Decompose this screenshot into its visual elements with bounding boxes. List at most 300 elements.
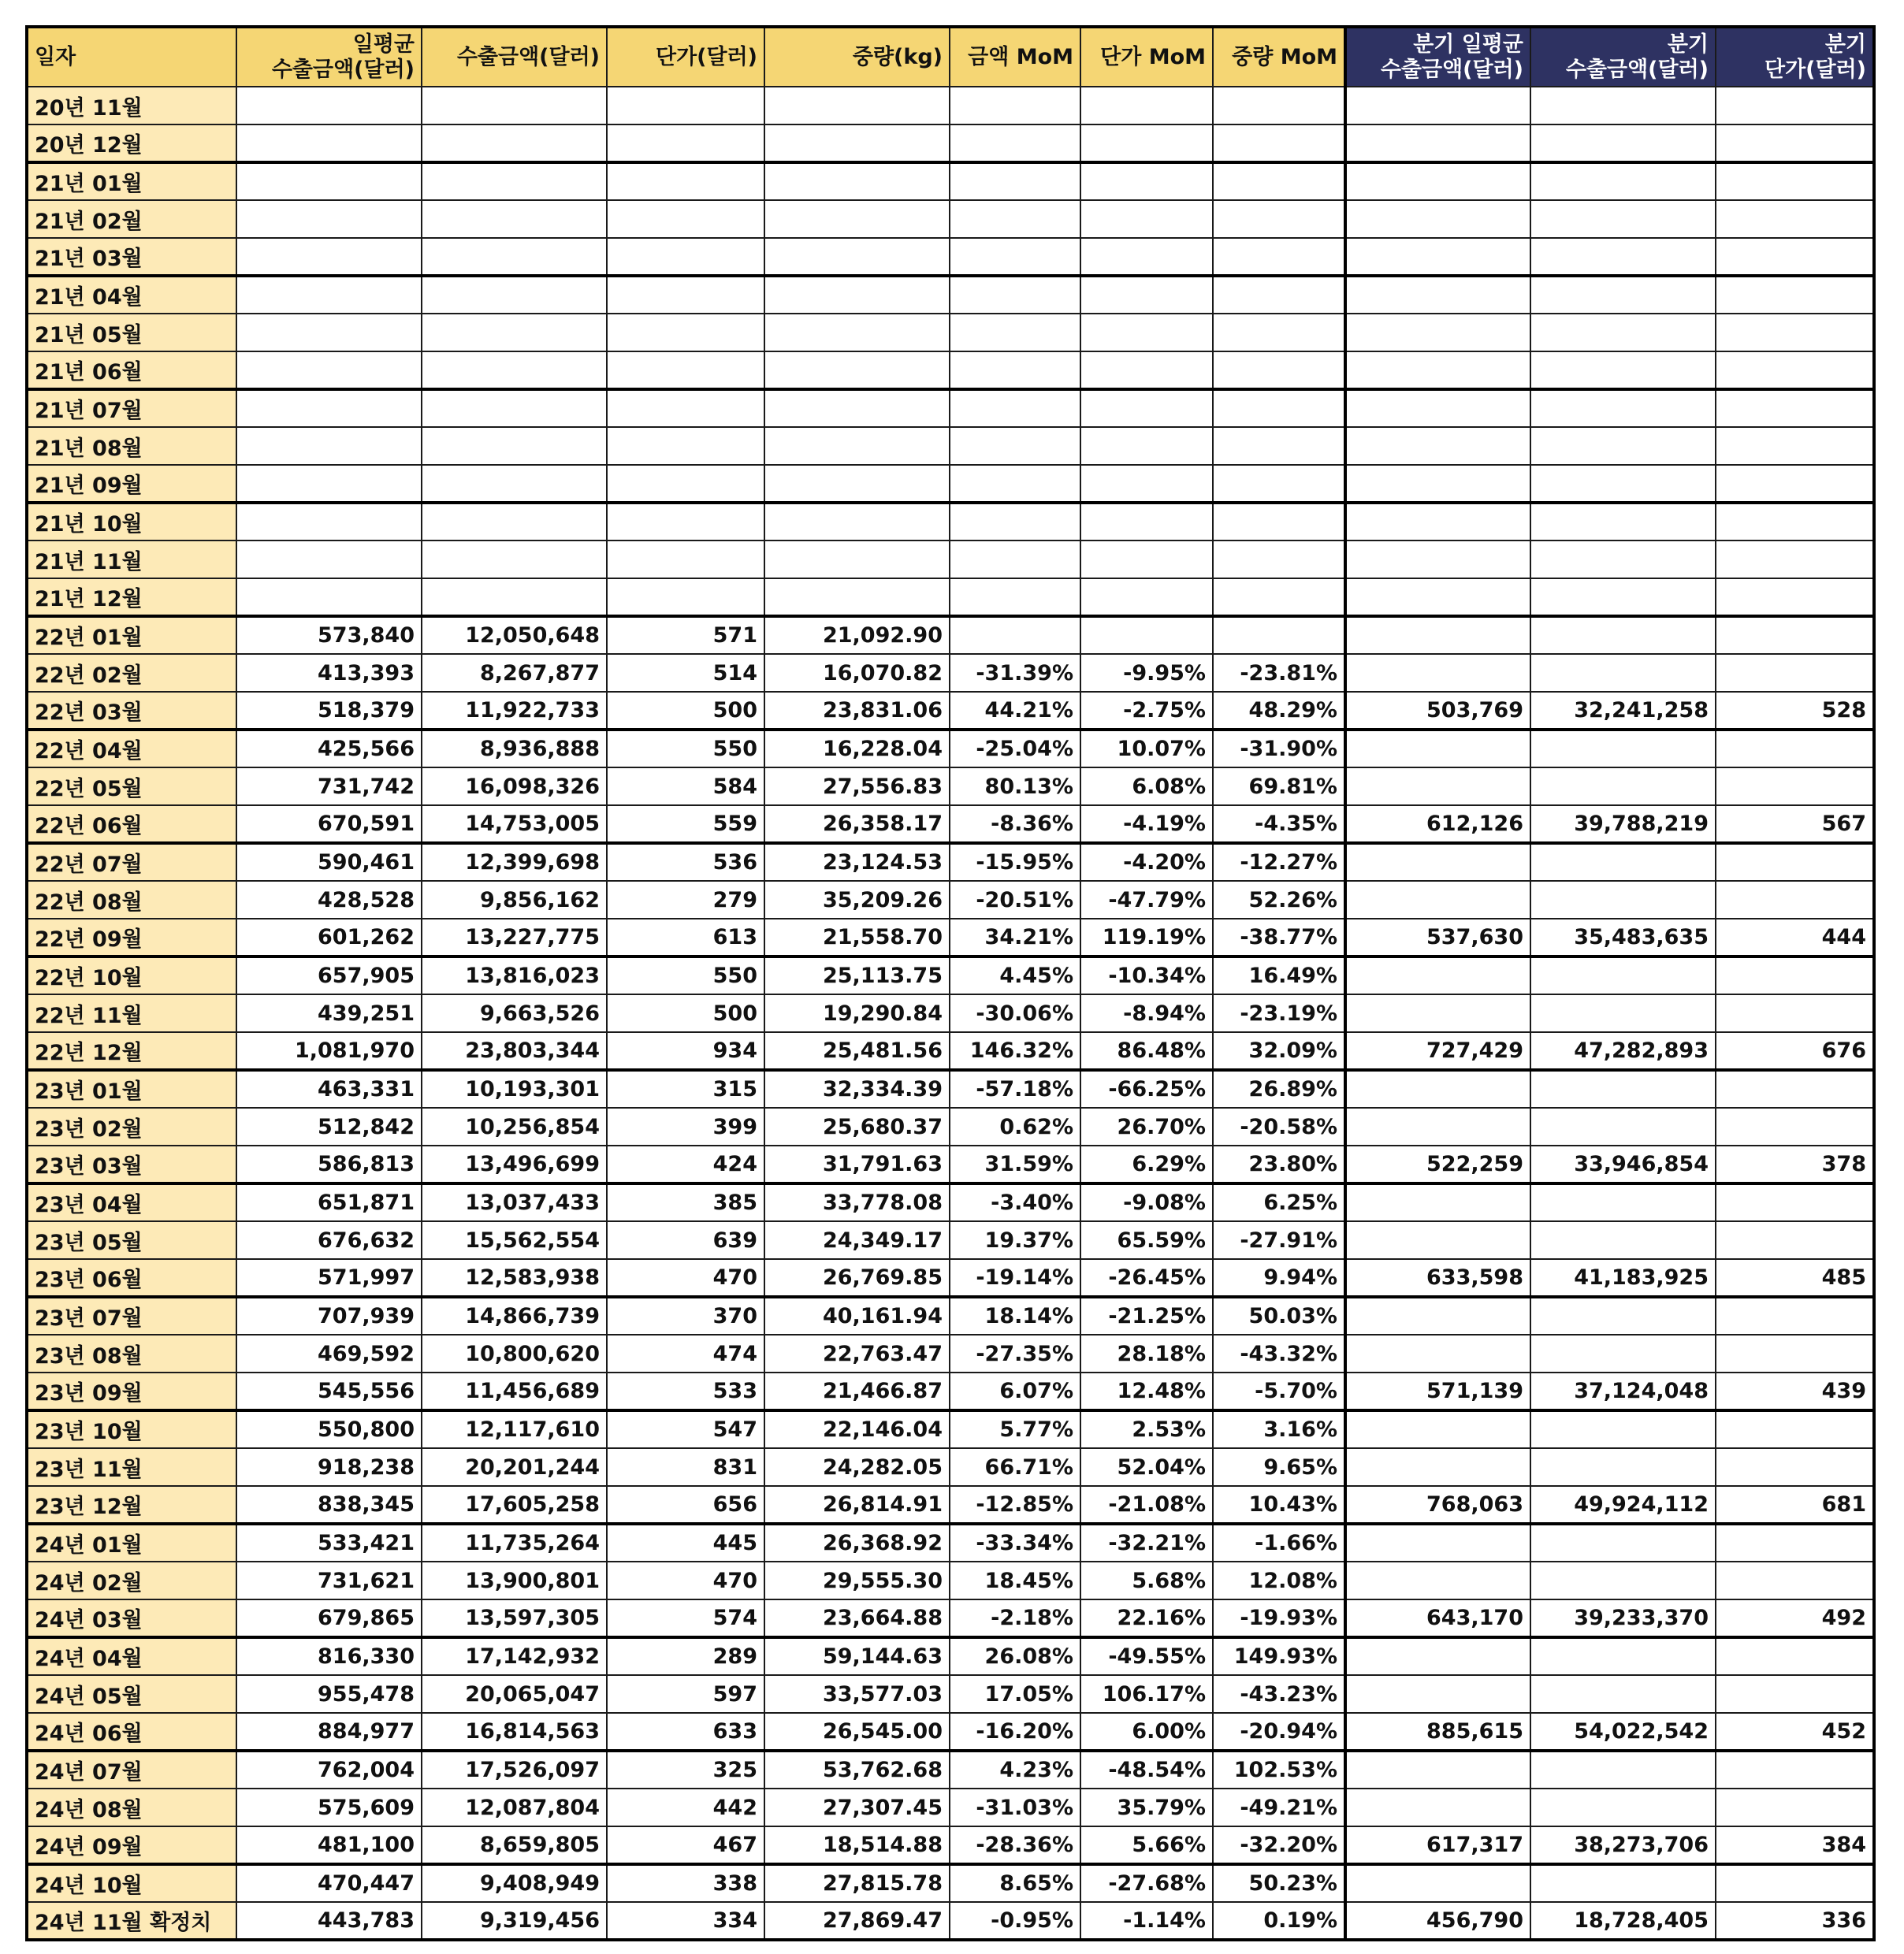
cell-weight-mom[interactable] <box>1213 427 1345 465</box>
cell-date[interactable]: 21년 11월 <box>27 541 236 578</box>
cell-weight-mom[interactable]: -23.19% <box>1213 994 1345 1032</box>
cell-weight-mom[interactable]: 23.80% <box>1213 1146 1345 1183</box>
cell-quarter-daily-avg[interactable] <box>1345 465 1530 503</box>
cell-weight[interactable]: 23,664.88 <box>764 1599 950 1637</box>
cell-daily-avg-export[interactable] <box>236 427 422 465</box>
cell-weight-mom[interactable]: -23.81% <box>1213 654 1345 692</box>
cell-unit-price[interactable] <box>607 389 764 427</box>
cell-price-mom[interactable]: 119.19% <box>1080 919 1213 957</box>
cell-date[interactable]: 23년 02월 <box>27 1108 236 1146</box>
cell-unit-price[interactable]: 500 <box>607 994 764 1032</box>
cell-unit-price[interactable] <box>607 162 764 200</box>
cell-quarter-export-amount[interactable] <box>1530 1335 1716 1373</box>
cell-price-mom[interactable]: 35.79% <box>1080 1789 1213 1826</box>
cell-export-amount[interactable]: 9,856,162 <box>422 881 607 919</box>
cell-weight[interactable]: 26,545.00 <box>764 1713 950 1751</box>
cell-export-amount[interactable] <box>422 276 607 314</box>
cell-quarter-unit-price[interactable] <box>1716 1675 1874 1713</box>
cell-weight-mom[interactable]: -20.58% <box>1213 1108 1345 1146</box>
cell-quarter-daily-avg[interactable]: 727,429 <box>1345 1032 1530 1070</box>
cell-amount-mom[interactable] <box>950 578 1080 616</box>
cell-date[interactable]: 20년 11월 <box>27 87 236 124</box>
cell-quarter-daily-avg[interactable] <box>1345 994 1530 1032</box>
cell-weight[interactable]: 25,680.37 <box>764 1108 950 1146</box>
cell-unit-price[interactable]: 334 <box>607 1902 764 1940</box>
cell-unit-price[interactable]: 574 <box>607 1599 764 1637</box>
cell-quarter-daily-avg[interactable] <box>1345 843 1530 881</box>
cell-export-amount[interactable] <box>422 389 607 427</box>
cell-amount-mom[interactable]: 6.07% <box>950 1373 1080 1410</box>
cell-price-mom[interactable] <box>1080 578 1213 616</box>
cell-daily-avg-export[interactable]: 590,461 <box>236 843 422 881</box>
cell-quarter-unit-price[interactable] <box>1716 87 1874 124</box>
cell-price-mom[interactable]: -4.20% <box>1080 843 1213 881</box>
cell-price-mom[interactable]: 65.59% <box>1080 1221 1213 1259</box>
cell-date[interactable]: 21년 08월 <box>27 427 236 465</box>
header-amount-mom[interactable]: 금액 MoM <box>950 27 1080 87</box>
cell-weight[interactable]: 25,481.56 <box>764 1032 950 1070</box>
cell-quarter-unit-price[interactable] <box>1716 767 1874 805</box>
cell-export-amount[interactable] <box>422 351 607 389</box>
cell-weight-mom[interactable] <box>1213 276 1345 314</box>
cell-daily-avg-export[interactable] <box>236 578 422 616</box>
cell-price-mom[interactable]: 106.17% <box>1080 1675 1213 1713</box>
cell-weight-mom[interactable]: -32.20% <box>1213 1826 1345 1864</box>
cell-amount-mom[interactable]: -20.51% <box>950 881 1080 919</box>
cell-unit-price[interactable]: 639 <box>607 1221 764 1259</box>
cell-quarter-unit-price[interactable] <box>1716 465 1874 503</box>
cell-export-amount[interactable]: 17,142,932 <box>422 1637 607 1675</box>
cell-quarter-export-amount[interactable]: 35,483,635 <box>1530 919 1716 957</box>
cell-daily-avg-export[interactable]: 676,632 <box>236 1221 422 1259</box>
cell-daily-avg-export[interactable] <box>236 503 422 541</box>
cell-export-amount[interactable]: 8,659,805 <box>422 1826 607 1864</box>
cell-date[interactable]: 21년 03월 <box>27 238 236 276</box>
cell-daily-avg-export[interactable]: 571,997 <box>236 1259 422 1297</box>
cell-daily-avg-export[interactable]: 707,939 <box>236 1297 422 1335</box>
cell-amount-mom[interactable]: -30.06% <box>950 994 1080 1032</box>
cell-export-amount[interactable]: 12,117,610 <box>422 1410 607 1448</box>
cell-weight-mom[interactable]: -12.27% <box>1213 843 1345 881</box>
cell-quarter-daily-avg[interactable] <box>1345 389 1530 427</box>
cell-date[interactable]: 21년 09월 <box>27 465 236 503</box>
cell-daily-avg-export[interactable] <box>236 276 422 314</box>
cell-weight[interactable]: 24,282.05 <box>764 1448 950 1486</box>
cell-weight[interactable] <box>764 314 950 351</box>
cell-quarter-unit-price[interactable] <box>1716 389 1874 427</box>
cell-amount-mom[interactable]: 18.14% <box>950 1297 1080 1335</box>
cell-amount-mom[interactable]: 66.71% <box>950 1448 1080 1486</box>
cell-price-mom[interactable]: -27.68% <box>1080 1864 1213 1902</box>
cell-weight-mom[interactable]: 6.25% <box>1213 1183 1345 1221</box>
cell-quarter-unit-price[interactable] <box>1716 1524 1874 1562</box>
cell-date[interactable]: 22년 02월 <box>27 654 236 692</box>
cell-amount-mom[interactable]: -19.14% <box>950 1259 1080 1297</box>
cell-price-mom[interactable] <box>1080 124 1213 162</box>
cell-daily-avg-export[interactable]: 731,621 <box>236 1562 422 1599</box>
cell-unit-price[interactable] <box>607 87 764 124</box>
cell-export-amount[interactable]: 12,399,698 <box>422 843 607 881</box>
cell-weight[interactable]: 31,791.63 <box>764 1146 950 1183</box>
cell-amount-mom[interactable] <box>950 541 1080 578</box>
cell-unit-price[interactable] <box>607 578 764 616</box>
cell-export-amount[interactable]: 12,050,648 <box>422 616 607 654</box>
cell-price-mom[interactable]: -26.45% <box>1080 1259 1213 1297</box>
cell-weight-mom[interactable]: 16.49% <box>1213 957 1345 994</box>
cell-amount-mom[interactable]: 5.77% <box>950 1410 1080 1448</box>
cell-amount-mom[interactable] <box>950 351 1080 389</box>
cell-unit-price[interactable]: 442 <box>607 1789 764 1826</box>
cell-amount-mom[interactable]: -0.95% <box>950 1902 1080 1940</box>
cell-export-amount[interactable]: 11,456,689 <box>422 1373 607 1410</box>
cell-quarter-unit-price[interactable] <box>1716 1637 1874 1675</box>
cell-unit-price[interactable] <box>607 465 764 503</box>
cell-unit-price[interactable]: 934 <box>607 1032 764 1070</box>
cell-amount-mom[interactable]: 8.65% <box>950 1864 1080 1902</box>
header-weight[interactable]: 중량(kg) <box>764 27 950 87</box>
cell-daily-avg-export[interactable]: 443,783 <box>236 1902 422 1940</box>
cell-daily-avg-export[interactable]: 838,345 <box>236 1486 422 1524</box>
cell-date[interactable]: 22년 09월 <box>27 919 236 957</box>
cell-unit-price[interactable] <box>607 200 764 238</box>
cell-quarter-unit-price[interactable] <box>1716 957 1874 994</box>
cell-quarter-unit-price[interactable] <box>1716 1070 1874 1108</box>
cell-daily-avg-export[interactable]: 884,977 <box>236 1713 422 1751</box>
cell-price-mom[interactable]: -21.08% <box>1080 1486 1213 1524</box>
cell-amount-mom[interactable]: 4.23% <box>950 1751 1080 1789</box>
cell-unit-price[interactable]: 470 <box>607 1259 764 1297</box>
cell-export-amount[interactable]: 11,922,733 <box>422 692 607 730</box>
cell-quarter-unit-price[interactable] <box>1716 238 1874 276</box>
cell-daily-avg-export[interactable]: 533,421 <box>236 1524 422 1562</box>
cell-daily-avg-export[interactable]: 518,379 <box>236 692 422 730</box>
cell-price-mom[interactable] <box>1080 389 1213 427</box>
cell-quarter-daily-avg[interactable] <box>1345 1789 1530 1826</box>
cell-amount-mom[interactable]: -2.18% <box>950 1599 1080 1637</box>
cell-export-amount[interactable]: 12,583,938 <box>422 1259 607 1297</box>
cell-export-amount[interactable]: 10,256,854 <box>422 1108 607 1146</box>
cell-quarter-export-amount[interactable] <box>1530 1183 1716 1221</box>
cell-unit-price[interactable]: 584 <box>607 767 764 805</box>
cell-quarter-daily-avg[interactable] <box>1345 1675 1530 1713</box>
cell-quarter-export-amount[interactable] <box>1530 1221 1716 1259</box>
cell-date[interactable]: 24년 03월 <box>27 1599 236 1637</box>
cell-export-amount[interactable] <box>422 503 607 541</box>
cell-date[interactable]: 22년 08월 <box>27 881 236 919</box>
cell-quarter-daily-avg[interactable]: 643,170 <box>1345 1599 1530 1637</box>
cell-quarter-unit-price[interactable] <box>1716 1789 1874 1826</box>
cell-quarter-export-amount[interactable] <box>1530 314 1716 351</box>
cell-unit-price[interactable]: 289 <box>607 1637 764 1675</box>
cell-date[interactable]: 23년 12월 <box>27 1486 236 1524</box>
cell-export-amount[interactable]: 13,227,775 <box>422 919 607 957</box>
cell-export-amount[interactable]: 16,098,326 <box>422 767 607 805</box>
cell-quarter-unit-price[interactable] <box>1716 1221 1874 1259</box>
cell-export-amount[interactable] <box>422 541 607 578</box>
cell-export-amount[interactable]: 13,816,023 <box>422 957 607 994</box>
cell-quarter-daily-avg[interactable] <box>1345 351 1530 389</box>
cell-export-amount[interactable]: 12,087,804 <box>422 1789 607 1826</box>
cell-quarter-export-amount[interactable] <box>1530 1108 1716 1146</box>
cell-weight[interactable] <box>764 389 950 427</box>
cell-weight[interactable] <box>764 578 950 616</box>
cell-weight[interactable]: 35,209.26 <box>764 881 950 919</box>
cell-weight[interactable]: 18,514.88 <box>764 1826 950 1864</box>
cell-daily-avg-export[interactable]: 469,592 <box>236 1335 422 1373</box>
cell-unit-price[interactable]: 613 <box>607 919 764 957</box>
cell-weight[interactable]: 26,814.91 <box>764 1486 950 1524</box>
cell-unit-price[interactable] <box>607 541 764 578</box>
cell-weight-mom[interactable]: 9.94% <box>1213 1259 1345 1297</box>
cell-amount-mom[interactable]: -31.03% <box>950 1789 1080 1826</box>
cell-weight-mom[interactable]: 12.08% <box>1213 1562 1345 1599</box>
cell-weight-mom[interactable]: 32.09% <box>1213 1032 1345 1070</box>
cell-quarter-daily-avg[interactable] <box>1345 162 1530 200</box>
cell-quarter-export-amount[interactable] <box>1530 503 1716 541</box>
cell-date[interactable]: 23년 05월 <box>27 1221 236 1259</box>
cell-quarter-daily-avg[interactable] <box>1345 503 1530 541</box>
cell-date[interactable]: 24년 01월 <box>27 1524 236 1562</box>
cell-price-mom[interactable]: -48.54% <box>1080 1751 1213 1789</box>
cell-weight-mom[interactable] <box>1213 87 1345 124</box>
cell-weight-mom[interactable]: -20.94% <box>1213 1713 1345 1751</box>
cell-daily-avg-export[interactable]: 762,004 <box>236 1751 422 1789</box>
cell-weight[interactable]: 21,092.90 <box>764 616 950 654</box>
cell-quarter-export-amount[interactable] <box>1530 1751 1716 1789</box>
cell-weight-mom[interactable]: -38.77% <box>1213 919 1345 957</box>
header-weight-mom[interactable]: 중량 MoM <box>1213 27 1345 87</box>
cell-price-mom[interactable]: -1.14% <box>1080 1902 1213 1940</box>
cell-date[interactable]: 21년 05월 <box>27 314 236 351</box>
cell-date[interactable]: 24년 11월 확정치 <box>27 1902 236 1940</box>
cell-quarter-daily-avg[interactable]: 456,790 <box>1345 1902 1530 1940</box>
cell-weight-mom[interactable]: 50.03% <box>1213 1297 1345 1335</box>
cell-amount-mom[interactable] <box>950 465 1080 503</box>
cell-price-mom[interactable]: 22.16% <box>1080 1599 1213 1637</box>
cell-quarter-unit-price[interactable]: 384 <box>1716 1826 1874 1864</box>
cell-daily-avg-export[interactable]: 586,813 <box>236 1146 422 1183</box>
cell-export-amount[interactable]: 8,936,888 <box>422 730 607 767</box>
cell-quarter-daily-avg[interactable] <box>1345 427 1530 465</box>
cell-weight[interactable]: 53,762.68 <box>764 1751 950 1789</box>
cell-daily-avg-export[interactable]: 425,566 <box>236 730 422 767</box>
cell-quarter-export-amount[interactable] <box>1530 276 1716 314</box>
cell-quarter-unit-price[interactable]: 439 <box>1716 1373 1874 1410</box>
cell-quarter-daily-avg[interactable] <box>1345 730 1530 767</box>
cell-daily-avg-export[interactable]: 573,840 <box>236 616 422 654</box>
cell-price-mom[interactable]: -9.08% <box>1080 1183 1213 1221</box>
cell-date[interactable]: 24년 08월 <box>27 1789 236 1826</box>
cell-weight[interactable]: 33,778.08 <box>764 1183 950 1221</box>
cell-date[interactable]: 22년 07월 <box>27 843 236 881</box>
cell-export-amount[interactable] <box>422 200 607 238</box>
cell-price-mom[interactable]: 6.00% <box>1080 1713 1213 1751</box>
cell-weight-mom[interactable]: 0.19% <box>1213 1902 1345 1940</box>
cell-date[interactable]: 21년 01월 <box>27 162 236 200</box>
cell-export-amount[interactable]: 16,814,563 <box>422 1713 607 1751</box>
cell-amount-mom[interactable] <box>950 427 1080 465</box>
cell-weight-mom[interactable]: -31.90% <box>1213 730 1345 767</box>
cell-unit-price[interactable]: 370 <box>607 1297 764 1335</box>
cell-quarter-daily-avg[interactable]: 612,126 <box>1345 805 1530 843</box>
cell-quarter-unit-price[interactable]: 378 <box>1716 1146 1874 1183</box>
cell-quarter-unit-price[interactable] <box>1716 541 1874 578</box>
cell-price-mom[interactable]: -2.75% <box>1080 692 1213 730</box>
cell-daily-avg-export[interactable]: 679,865 <box>236 1599 422 1637</box>
cell-unit-price[interactable]: 633 <box>607 1713 764 1751</box>
cell-price-mom[interactable] <box>1080 276 1213 314</box>
cell-date[interactable]: 24년 05월 <box>27 1675 236 1713</box>
cell-weight[interactable]: 40,161.94 <box>764 1297 950 1335</box>
cell-quarter-unit-price[interactable] <box>1716 578 1874 616</box>
cell-price-mom[interactable]: -9.95% <box>1080 654 1213 692</box>
cell-weight-mom[interactable]: -27.91% <box>1213 1221 1345 1259</box>
cell-date[interactable]: 22년 03월 <box>27 692 236 730</box>
cell-date[interactable]: 21년 07월 <box>27 389 236 427</box>
cell-unit-price[interactable] <box>607 124 764 162</box>
cell-amount-mom[interactable] <box>950 87 1080 124</box>
cell-quarter-export-amount[interactable] <box>1530 767 1716 805</box>
cell-weight-mom[interactable] <box>1213 351 1345 389</box>
cell-amount-mom[interactable]: 31.59% <box>950 1146 1080 1183</box>
cell-unit-price[interactable] <box>607 351 764 389</box>
cell-date[interactable]: 21년 10월 <box>27 503 236 541</box>
cell-unit-price[interactable]: 424 <box>607 1146 764 1183</box>
cell-quarter-export-amount[interactable] <box>1530 1789 1716 1826</box>
cell-date[interactable]: 24년 04월 <box>27 1637 236 1675</box>
header-quarter-export-amount[interactable]: 분기 수출금액(달러) <box>1530 27 1716 87</box>
cell-price-mom[interactable]: -4.19% <box>1080 805 1213 843</box>
cell-quarter-export-amount[interactable] <box>1530 238 1716 276</box>
cell-quarter-export-amount[interactable]: 32,241,258 <box>1530 692 1716 730</box>
cell-weight[interactable]: 19,290.84 <box>764 994 950 1032</box>
cell-quarter-daily-avg[interactable]: 768,063 <box>1345 1486 1530 1524</box>
cell-weight-mom[interactable]: -1.66% <box>1213 1524 1345 1562</box>
cell-export-amount[interactable]: 10,193,301 <box>422 1070 607 1108</box>
cell-daily-avg-export[interactable]: 955,478 <box>236 1675 422 1713</box>
cell-amount-mom[interactable] <box>950 503 1080 541</box>
cell-weight[interactable]: 16,228.04 <box>764 730 950 767</box>
cell-quarter-export-amount[interactable] <box>1530 1410 1716 1448</box>
cell-price-mom[interactable] <box>1080 465 1213 503</box>
cell-quarter-daily-avg[interactable] <box>1345 616 1530 654</box>
cell-daily-avg-export[interactable] <box>236 314 422 351</box>
cell-date[interactable]: 23년 08월 <box>27 1335 236 1373</box>
cell-weight-mom[interactable] <box>1213 200 1345 238</box>
cell-quarter-unit-price[interactable]: 676 <box>1716 1032 1874 1070</box>
cell-quarter-export-amount[interactable] <box>1530 162 1716 200</box>
cell-quarter-daily-avg[interactable]: 633,598 <box>1345 1259 1530 1297</box>
cell-weight[interactable]: 21,558.70 <box>764 919 950 957</box>
cell-quarter-unit-price[interactable]: 567 <box>1716 805 1874 843</box>
cell-amount-mom[interactable] <box>950 616 1080 654</box>
cell-quarter-daily-avg[interactable]: 617,317 <box>1345 1826 1530 1864</box>
cell-export-amount[interactable] <box>422 578 607 616</box>
cell-amount-mom[interactable] <box>950 124 1080 162</box>
cell-weight[interactable] <box>764 200 950 238</box>
cell-amount-mom[interactable]: -33.34% <box>950 1524 1080 1562</box>
cell-date[interactable]: 24년 02월 <box>27 1562 236 1599</box>
cell-daily-avg-export[interactable] <box>236 87 422 124</box>
cell-date[interactable]: 22년 10월 <box>27 957 236 994</box>
cell-quarter-export-amount[interactable] <box>1530 1675 1716 1713</box>
cell-export-amount[interactable] <box>422 162 607 200</box>
cell-quarter-export-amount[interactable] <box>1530 616 1716 654</box>
cell-export-amount[interactable]: 17,526,097 <box>422 1751 607 1789</box>
header-export-amount[interactable]: 수출금액(달러) <box>422 27 607 87</box>
cell-unit-price[interactable]: 550 <box>607 957 764 994</box>
cell-quarter-export-amount[interactable] <box>1530 427 1716 465</box>
cell-price-mom[interactable]: 5.66% <box>1080 1826 1213 1864</box>
cell-weight-mom[interactable]: -19.93% <box>1213 1599 1345 1637</box>
cell-quarter-unit-price[interactable]: 492 <box>1716 1599 1874 1637</box>
cell-date[interactable]: 22년 06월 <box>27 805 236 843</box>
cell-unit-price[interactable] <box>607 427 764 465</box>
cell-weight[interactable]: 27,815.78 <box>764 1864 950 1902</box>
cell-amount-mom[interactable]: -8.36% <box>950 805 1080 843</box>
cell-price-mom[interactable] <box>1080 503 1213 541</box>
cell-daily-avg-export[interactable]: 918,238 <box>236 1448 422 1486</box>
cell-quarter-daily-avg[interactable] <box>1345 87 1530 124</box>
cell-date[interactable]: 21년 12월 <box>27 578 236 616</box>
cell-date[interactable]: 24년 09월 <box>27 1826 236 1864</box>
cell-quarter-daily-avg[interactable] <box>1345 1562 1530 1599</box>
cell-weight[interactable]: 21,466.87 <box>764 1373 950 1410</box>
cell-export-amount[interactable] <box>422 124 607 162</box>
cell-quarter-daily-avg[interactable] <box>1345 1410 1530 1448</box>
cell-price-mom[interactable] <box>1080 200 1213 238</box>
cell-unit-price[interactable]: 470 <box>607 1562 764 1599</box>
cell-weight[interactable]: 27,556.83 <box>764 767 950 805</box>
cell-price-mom[interactable]: -47.79% <box>1080 881 1213 919</box>
cell-price-mom[interactable]: 26.70% <box>1080 1108 1213 1146</box>
header-unit-price[interactable]: 단가(달러) <box>607 27 764 87</box>
cell-weight-mom[interactable]: -5.70% <box>1213 1373 1345 1410</box>
cell-amount-mom[interactable]: 26.08% <box>950 1637 1080 1675</box>
cell-date[interactable]: 23년 09월 <box>27 1373 236 1410</box>
cell-weight[interactable]: 25,113.75 <box>764 957 950 994</box>
cell-weight-mom[interactable]: 3.16% <box>1213 1410 1345 1448</box>
cell-quarter-daily-avg[interactable] <box>1345 767 1530 805</box>
cell-daily-avg-export[interactable]: 470,447 <box>236 1864 422 1902</box>
cell-daily-avg-export[interactable] <box>236 238 422 276</box>
cell-date[interactable]: 22년 05월 <box>27 767 236 805</box>
cell-amount-mom[interactable] <box>950 314 1080 351</box>
cell-price-mom[interactable] <box>1080 427 1213 465</box>
cell-daily-avg-export[interactable]: 428,528 <box>236 881 422 919</box>
cell-weight-mom[interactable] <box>1213 124 1345 162</box>
cell-unit-price[interactable]: 514 <box>607 654 764 692</box>
cell-weight-mom[interactable] <box>1213 314 1345 351</box>
cell-daily-avg-export[interactable]: 731,742 <box>236 767 422 805</box>
cell-weight[interactable]: 24,349.17 <box>764 1221 950 1259</box>
cell-unit-price[interactable]: 445 <box>607 1524 764 1562</box>
cell-date[interactable]: 23년 07월 <box>27 1297 236 1335</box>
cell-amount-mom[interactable]: 34.21% <box>950 919 1080 957</box>
cell-quarter-daily-avg[interactable] <box>1345 124 1530 162</box>
cell-price-mom[interactable] <box>1080 87 1213 124</box>
cell-amount-mom[interactable]: 80.13% <box>950 767 1080 805</box>
cell-weight[interactable]: 32,334.39 <box>764 1070 950 1108</box>
cell-quarter-unit-price[interactable] <box>1716 503 1874 541</box>
cell-quarter-unit-price[interactable] <box>1716 1335 1874 1373</box>
cell-weight-mom[interactable] <box>1213 541 1345 578</box>
cell-quarter-unit-price[interactable] <box>1716 654 1874 692</box>
cell-amount-mom[interactable] <box>950 162 1080 200</box>
cell-unit-price[interactable] <box>607 276 764 314</box>
cell-quarter-daily-avg[interactable] <box>1345 238 1530 276</box>
cell-quarter-export-amount[interactable] <box>1530 1448 1716 1486</box>
